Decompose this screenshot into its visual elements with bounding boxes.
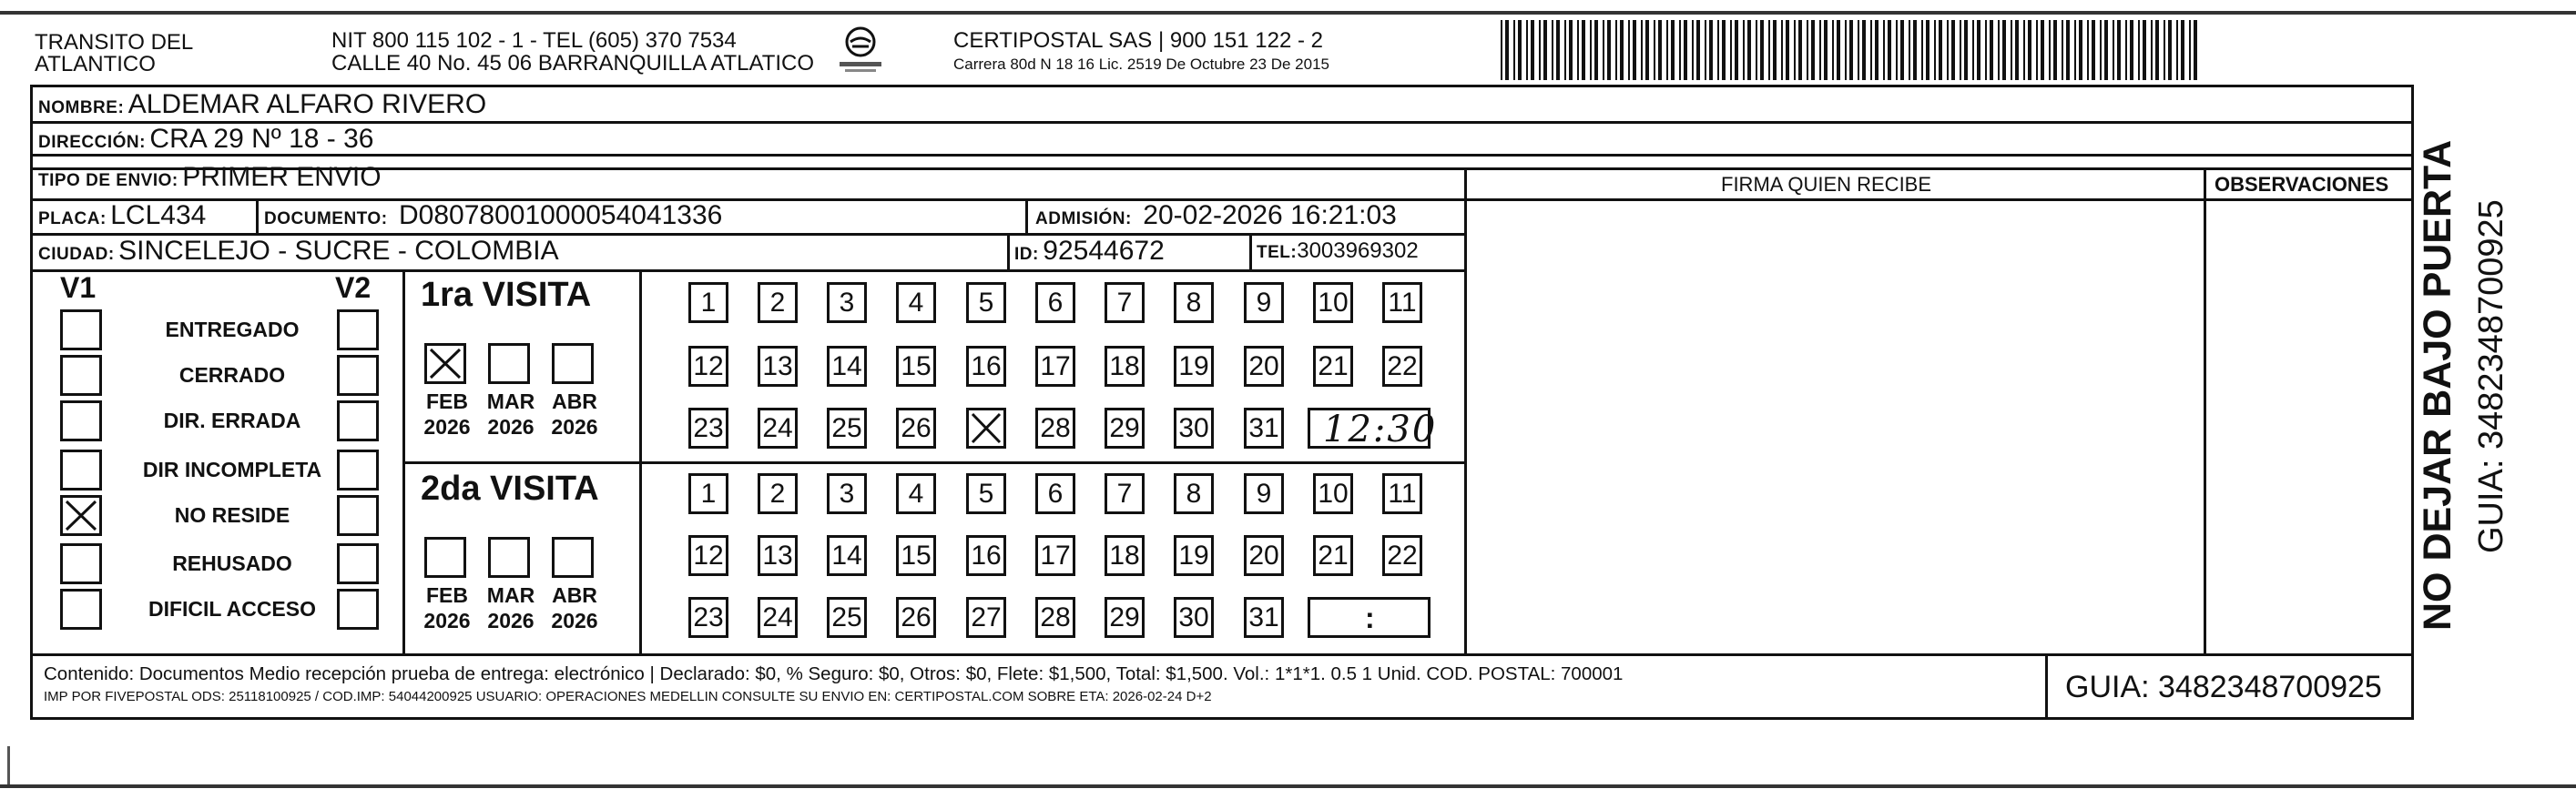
barcode [1501,20,2206,80]
visit2-month-label: FEB [426,583,468,607]
visit2-day-17[interactable]: 17 [1035,535,1075,576]
plate-field: PLACA: LCL434 [38,200,207,230]
visit2-month-label: MAR [486,583,535,607]
status-label: CERRADO [178,363,286,387]
signature-column-header: FIRMA QUIEN RECIBE [1721,173,1932,196]
footer-print-info: IMP POR FIVEPOSTAL ODS: 25118100925 / COD.IMP: 54044200925 USUARIO: OPERACIONES MEDELLIN CONSULTE SU ENVIO EN: CERTIPOSTAL.COM SOBRE ETA: 2026-02-24 D+2 [44,689,1212,704]
send-type-field: TIPO DE ENVIO: PRIMER ENVIO [38,162,382,192]
issuer-address: CALLE 40 No. 45 06 BARRANQUILLA ATLATICO [331,51,815,76]
status-label: NO RESIDE [174,503,290,527]
visit2-day-22[interactable]: 22 [1382,535,1422,576]
visit1-day-28[interactable]: 28 [1035,408,1075,449]
visit2-day-19[interactable]: 19 [1174,535,1214,576]
visit1-day-27[interactable] [966,408,1006,449]
visit2-day-29[interactable]: 29 [1105,597,1145,638]
issuer-nit: NIT 800 115 102 - 1 - TEL (605) 370 7534 [331,28,737,53]
v1-checkbox-cerrado[interactable] [60,355,102,396]
admission-field: ADMISIÓN: 20-02-2026 16:21:03 [1035,200,1397,230]
visit1-month-label: ABR [552,389,597,413]
visit1-day-15[interactable]: 15 [896,346,936,387]
visit1-day-11[interactable]: 11 [1382,282,1422,323]
visit2-day-23[interactable]: 23 [688,597,728,638]
visit1-day-12[interactable]: 12 [688,346,728,387]
visit2-month-checkbox-mar[interactable] [488,537,530,578]
form-frame [30,85,2414,720]
visit2-day-24[interactable]: 24 [758,597,798,638]
v1-checkbox-no-reside[interactable] [60,495,102,536]
visit1-day-30[interactable]: 30 [1174,408,1214,449]
courier-license: Carrera 80d N 18 16 Lic. 2519 De Octubre 23 De 2015 [953,56,1329,73]
visit2-day-9[interactable]: 9 [1244,473,1284,514]
visit1-month-label: MAR [486,389,535,413]
tel-field: TEL:3003969302 [1257,238,1419,263]
visit1-year-label: 2026 [551,415,598,439]
scan-edge-bottom [0,784,2576,788]
visit1-day-7[interactable]: 7 [1105,282,1145,323]
visit1-day-2[interactable]: 2 [758,282,798,323]
visit1-day-4[interactable]: 4 [896,282,936,323]
visit2-day-18[interactable]: 18 [1105,535,1145,576]
visit2-day-13[interactable]: 13 [758,535,798,576]
observations-column-header: OBSERVACIONES [2215,173,2389,196]
visit2-month-checkbox-feb[interactable] [424,537,466,578]
visit2-day-10[interactable]: 10 [1313,473,1353,514]
status-label: DIFICIL ACCESO [148,597,316,621]
visit2-year-label: 2026 [487,609,535,632]
visit1-year-label: 2026 [423,415,471,439]
visit1-day-23[interactable]: 23 [688,408,728,449]
visit2-day-2[interactable]: 2 [758,473,798,514]
name-field: NOMBRE: ALDEMAR ALFARO RIVERO [38,89,487,119]
issuer-name-line2: ATLANTICO [35,52,156,76]
side-notice: NO DEJAR BAJO PUERTA [2416,139,2459,631]
visit2-day-12[interactable]: 12 [688,535,728,576]
visit2-day-25[interactable]: 25 [827,597,867,638]
visit1-day-5[interactable]: 5 [966,282,1006,323]
visit1-day-26[interactable]: 26 [896,408,936,449]
side-guia: GUIA: 3482348700925 [2472,199,2510,553]
visit1-time-handwritten: 12:30 [1323,409,1438,450]
v1-header: V1 [60,271,97,304]
address-field: DIRECCIÓN: CRA 29 Nº 18 - 36 [38,124,374,154]
visit1-day-29[interactable]: 29 [1105,408,1145,449]
scan-edge-top [0,11,2576,15]
status-label: ENTREGADO [165,318,300,341]
status-label: REHUSADO [172,551,292,575]
visit1-day-18[interactable]: 18 [1105,346,1145,387]
visit1-title: 1ra VISITA [421,276,592,314]
visit1-month-checkbox-feb[interactable] [424,343,466,384]
visit2-year-label: 2026 [423,609,471,632]
visit1-day-21[interactable]: 21 [1313,346,1353,387]
visit2-day-11[interactable]: 11 [1382,473,1422,514]
visit1-day-25[interactable]: 25 [827,408,867,449]
visit2-day-8[interactable]: 8 [1174,473,1214,514]
visit1-day-19[interactable]: 19 [1174,346,1214,387]
visit2-day-14[interactable]: 14 [827,535,867,576]
visit1-day-13[interactable]: 13 [758,346,798,387]
v1-checkbox-rehusado[interactable] [60,543,102,584]
visit1-day-3[interactable]: 3 [827,282,867,323]
visit2-day-26[interactable]: 26 [896,597,936,638]
id-field: ID: 92544672 [1014,236,1165,266]
visit1-day-17[interactable]: 17 [1035,346,1075,387]
document-field: DOCUMENTO: D08078001000054041336 [264,200,723,230]
v1-checkbox-dir-errada[interactable] [60,400,102,441]
visit2-day-6[interactable]: 6 [1035,473,1075,514]
visit2-day-4[interactable]: 4 [896,473,936,514]
v1-checkbox-dificil-acceso[interactable] [60,589,102,630]
v1-checkbox-entregado[interactable] [60,309,102,350]
visit2-time-placeholder: : [1365,602,1375,634]
issuer-name-line1: TRANSITO DEL [35,30,194,55]
visit2-day-16[interactable]: 16 [966,535,1006,576]
visit1-day-20[interactable]: 20 [1244,346,1284,387]
visit1-day-8[interactable]: 8 [1174,282,1214,323]
visit1-month-label: FEB [426,389,468,413]
visit1-day-1[interactable]: 1 [688,282,728,323]
certipostal-logo [838,25,883,75]
status-label: DIR. ERRADA [163,409,301,432]
visit2-day-20[interactable]: 20 [1244,535,1284,576]
visit1-month-checkbox-mar[interactable] [488,343,530,384]
visit2-day-1[interactable]: 1 [688,473,728,514]
visit1-year-label: 2026 [487,415,535,439]
visit2-day-21[interactable]: 21 [1313,535,1353,576]
status-label: DIR INCOMPLETA [142,458,322,481]
visit1-day-22[interactable]: 22 [1382,346,1422,387]
visit2-day-31[interactable]: 31 [1244,597,1284,638]
visit1-month-checkbox-abr[interactable] [552,343,594,384]
visit1-day-24[interactable]: 24 [758,408,798,449]
visit2-day-27[interactable]: 27 [966,597,1006,638]
v1-checkbox-dir-incompleta[interactable] [60,450,102,491]
visit1-day-16[interactable]: 16 [966,346,1006,387]
visit1-day-31[interactable]: 31 [1244,408,1284,449]
footer-guia: GUIA: 3482348700925 [2065,670,2382,704]
visit2-day-15[interactable]: 15 [896,535,936,576]
visit2-day-3[interactable]: 3 [827,473,867,514]
visit2-day-30[interactable]: 30 [1174,597,1214,638]
visit1-day-6[interactable]: 6 [1035,282,1075,323]
visit2-month-checkbox-abr[interactable] [552,537,594,578]
visit2-title: 2da VISITA [421,470,599,508]
visit2-day-28[interactable]: 28 [1035,597,1075,638]
visit2-year-label: 2026 [551,609,598,632]
visit1-time-box[interactable] [1308,408,1438,450]
visit1-day-10[interactable]: 10 [1313,282,1353,323]
visit2-day-7[interactable]: 7 [1105,473,1145,514]
visit2-month-label: ABR [552,583,597,607]
visit1-day-9[interactable]: 9 [1244,282,1284,323]
visit2-time-box[interactable] [1308,597,1431,638]
v2-header: V2 [335,271,372,304]
visit2-day-5[interactable]: 5 [966,473,1006,514]
footer-contents: Contenido: Documentos Medio recepción prueba de entrega: electrónico | Declarado: $0, % Seguro: $0, Otros: $0, Flete: $1,500, Total: $1,500. Vol.: 1*1*1. 0.5 1 Unid. COD. POSTAL: 700001 [44,663,1624,684]
visit1-day-14[interactable]: 14 [827,346,867,387]
city-field: CIUDAD: SINCELEJO - SUCRE - COLOMBIA [38,236,559,266]
courier-name: CERTIPOSTAL SAS | 900 151 122 - 2 [953,28,1323,53]
